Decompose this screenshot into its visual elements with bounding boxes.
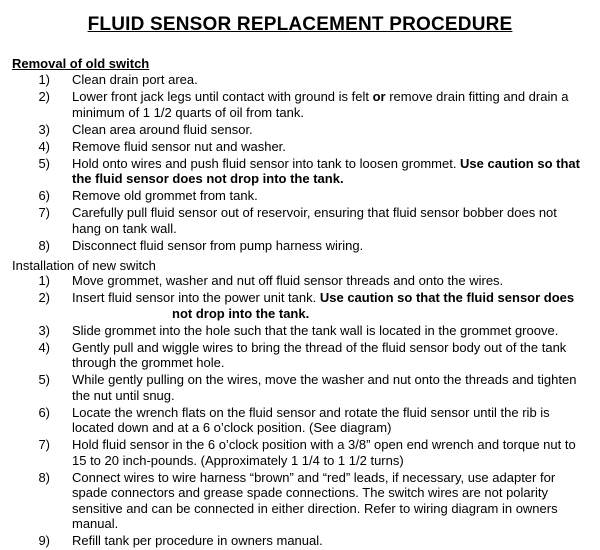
step-text: Gently pull and wiggle wires to bring the thread of the fluid sensor body out of the tank through the grommet hole. [72, 339, 567, 370]
removal-step-6 [0, 188, 600, 204]
step-text: Locate the wrench flats on the fluid sensor and rotate the fluid sensor until the rib is located down and at a 6 o’clock position. (See diagram) [72, 404, 550, 435]
step-number: 1) [38, 72, 50, 87]
step-number: 7) [38, 437, 50, 452]
step-text: Lower front jack legs until contact with ground is felt or remove drain fitting and drain a minimum of 1 1/2 quarts of oil from tank. [72, 89, 569, 120]
removal-step-1 [0, 72, 600, 88]
step-number: 9) [38, 533, 50, 548]
step-number: 3) [38, 322, 50, 338]
step-text: Disconnect fluid sensor from pump harness wiring. [72, 237, 364, 253]
install-step-5 [0, 372, 600, 403]
installation-heading: Installation of new switch [12, 258, 156, 273]
emphasis-text: or [372, 89, 386, 104]
installation-steps [0, 273, 600, 550]
document-title: FLUID SENSOR REPLACEMENT PROCEDURE [87, 14, 513, 35]
step-text: While gently pulling on the wires, move the washer and nut onto the threads and tighten the nut until snug. [72, 372, 577, 403]
caution-text: Use caution so that the fluid sensor does [319, 290, 575, 305]
removal-step-4 [0, 139, 600, 155]
removal-step-5 [0, 156, 600, 187]
step-text: Remove fluid sensor nut and washer. [72, 138, 286, 154]
install-step-8 [0, 470, 600, 532]
step-text: Hold onto wires and push fluid sensor into tank to loosen grommet. Use caution so that the fluid sensor does not drop into the tank. [72, 155, 580, 186]
install-step-6 [0, 405, 600, 436]
step-text: Hold fluid sensor in the 6 o’clock position with a 3/8” open end wrench and torque nut to 15 to 20 inch-pounds. (Approximately 1 1/4 to 1 1/2 turns) [72, 437, 576, 468]
removal-steps [0, 72, 600, 255]
step-number: 3) [38, 121, 50, 137]
step-number: 4) [38, 339, 50, 355]
step-text: Connect wires to wire harness “brown” and “red” leads, if necessary, use adapter for spade connectors and grease spade connections. The switch wires are not polarity sensitive and can be connected in either direction. Refer to wiring diagram in owners manual. [72, 469, 558, 531]
step-text: Move grommet, washer and nut off fluid sensor threads and onto the wires. [72, 273, 504, 288]
step-number: 5) [38, 155, 50, 171]
install-step-7 [0, 437, 600, 468]
removal-step-3 [0, 122, 600, 138]
step-number: 8) [38, 469, 50, 485]
step-text: Clean area around fluid sensor. [72, 121, 253, 137]
step-number: 5) [38, 372, 50, 387]
install-step-1 [0, 273, 600, 289]
step-number: 1) [38, 273, 50, 288]
install-step-9 [0, 533, 600, 549]
step-number: 2) [38, 89, 50, 104]
step-number: 6) [38, 188, 50, 203]
caution-text: not drop into the tank. [172, 305, 310, 321]
step-number: 8) [38, 237, 50, 253]
step-text: Insert fluid sensor into the power unit tank. Use caution so that the fluid sensor doesnot drop into the tank. [72, 290, 575, 321]
step-number: 2) [38, 290, 50, 305]
step-text: Slide grommet into the hole such that the tank wall is located in the grommet groove. [72, 322, 559, 338]
step-number: 7) [38, 205, 50, 220]
step-text: Clean drain port area. [72, 72, 198, 87]
install-step-2 [0, 290, 600, 321]
removal-step-2 [0, 89, 600, 120]
install-step-3 [0, 323, 600, 339]
step-number: 6) [38, 404, 50, 420]
removal-step-8 [0, 238, 600, 254]
removal-step-7 [0, 205, 600, 236]
step-text: Carefully pull fluid sensor out of reservoir, ensuring that fluid sensor bobber does not hang on tank wall. [72, 205, 557, 236]
caution-text: Use caution so that the fluid sensor does not drop into the tank. [72, 155, 580, 186]
step-text: Remove old grommet from tank. [72, 188, 258, 203]
step-number: 4) [38, 138, 50, 154]
step-text: Refill tank per procedure in owners manual. [72, 533, 323, 548]
removal-heading: Removal of old switch [12, 56, 150, 71]
install-step-4 [0, 340, 600, 371]
